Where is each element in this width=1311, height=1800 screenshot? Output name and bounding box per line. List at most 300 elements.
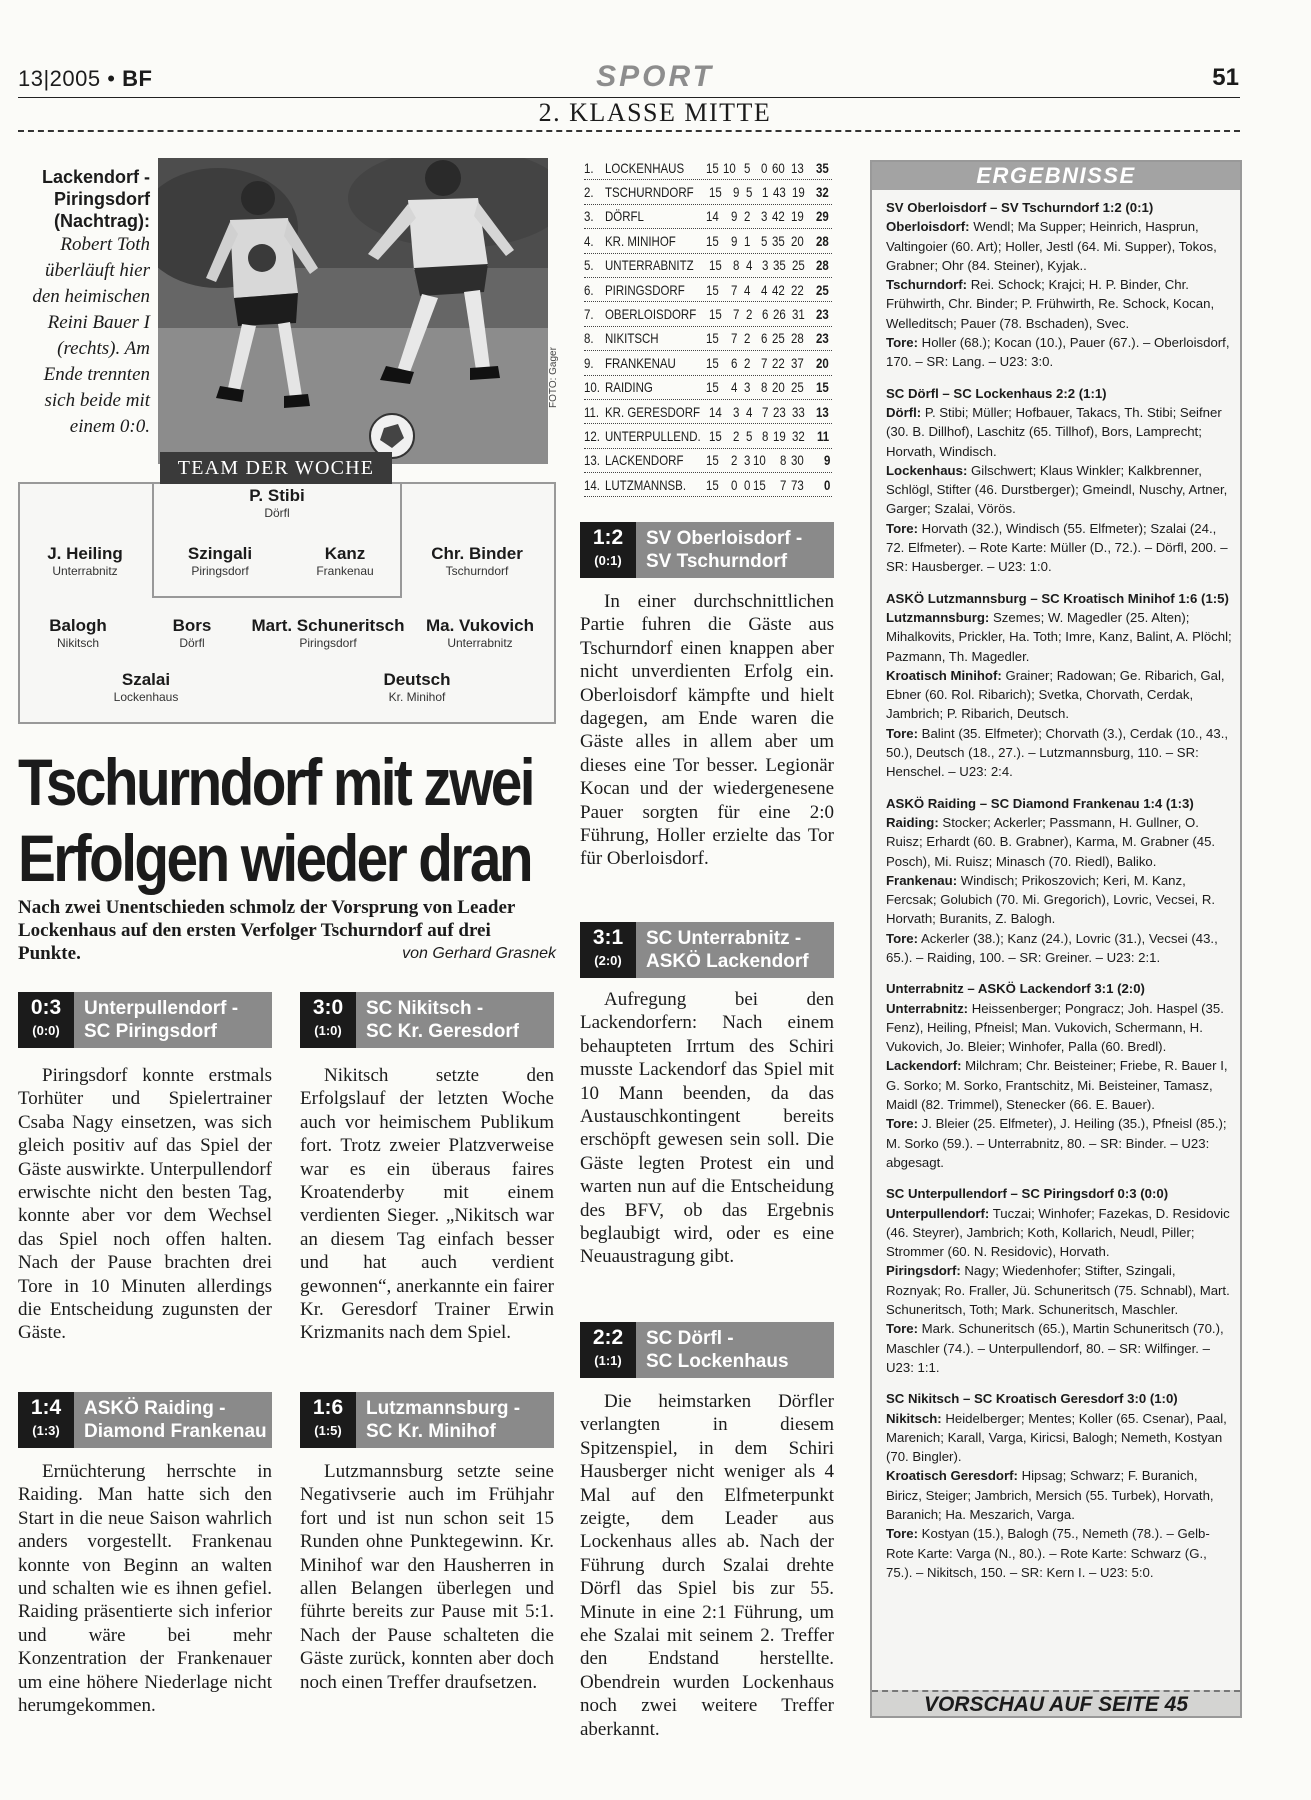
league-subheading: 2. KLASSE MITTE [538,98,772,127]
table-cell [584,452,605,468]
table-cell [605,282,705,298]
table-cell [725,306,741,322]
table-cell [738,330,752,346]
line-text: Heidelberger; Mentes; Koller (65. Csenar), Paal, Marenich; Karall, Varga, Kiricsi, Balogh; Nemeth, Kostyan (70. Bingler). [886,1410,1227,1465]
result-line [886,217,1232,275]
table-cell [788,452,807,468]
score-box [300,1392,356,1448]
results-title: ERGEBNISSE [872,162,1240,190]
table-cell [722,208,738,224]
player-name: P. Stibi [249,486,305,505]
cell-pos: 4. [584,232,594,249]
cell-pos: 14. [584,476,600,493]
dashed-rule [18,130,1240,132]
player-club: Piringsdorf [191,564,249,578]
cell-s: 9 [730,232,738,249]
result-line [886,999,1232,1057]
line-text: Wendl; Ma Supper; Heinrich, Hasprun, Valtingoier (60. Art); Holler, Jestl (64. Mi. Supper), Tokos, Grabner; Ohr (84. Steiner), Kyjak.. [886,219,1217,273]
cell-ta: 22 [791,281,805,298]
cell-pos: 1. [584,159,594,176]
player [26,544,144,579]
match-report [300,1460,554,1694]
cell-s: 8 [732,257,740,274]
cell-pts: 32 [816,184,830,201]
table-row [584,400,832,424]
cell-team: KR. MINIHOF [605,232,677,249]
table-cell [752,160,768,176]
result-title: SV Oberloisdorf – SV Tschurndorf 1:2 (0:1) [886,200,1154,215]
report-text: Die heimstarken Dörfler verlangten in diesem Spitzenspiel, in dem Schiri Hausberger nicht weniger als 4 Mal auf den Elfmeterpunkt zeigte, dem Leader aus Lockenhaus alles ab. Nach der Führung durch Szalai drehte Dörfl das Spiel bis zur 55. Minute in eine 2:1 Führung, um ehe Szalai mit seinem 2. Treffer den Endstand herstellte. Obendrein wurden Lockenhaus noch zwei weitere Treffer aberkannt. [580,1391,834,1740]
table-cell [706,160,722,176]
cell-sp: 14 [709,403,722,420]
result-line [886,929,1232,968]
player-club: Dörfl [179,636,205,650]
table-cell [738,208,752,224]
table-cell [706,282,722,298]
table-cell [770,404,789,420]
cell-ta: 31 [791,306,805,323]
result-line [886,461,1232,519]
table-cell [768,282,787,298]
table-cell [605,208,705,224]
line-text: Horvath (32.), Windisch (55. Elfmeter); Szalai (24., 72. Elfmeter). – Rote Karte: Müller (D., 72.). – Dörfl, 200. – SR: Hausberger. – U23: 1:0. [886,520,1228,575]
table-cell [738,282,752,298]
result-line [886,1261,1232,1319]
result-entry [886,794,1232,968]
cell-sp: 15 [706,354,720,371]
table-cell [584,282,605,298]
line-text: Milchram; Chr. Beisteiner; Friebe, R. Bauer I, G. Sorko; M. Sorko, Frantschitz, Mi. Beisteiner, Tamasz, Maidl (82. Trimmel), Stenecker (66. E. Bauer). [886,1058,1228,1113]
table-cell [770,428,789,444]
cell-team: UNTERPULLEND. [604,427,701,444]
cell-u: 3 [744,379,751,396]
table-row [584,278,832,302]
table-cell [754,257,770,273]
score-tag [300,1392,554,1448]
table-cell [722,355,738,371]
line-text: Mark. Schuneritsch (65.), Martin Schuneritsch (70.), Maschler (74.). – Unterpullendorf, 80. – SR: Wilfinger. – U23: 1:1. [886,1321,1224,1375]
line-label: Tore: [886,930,918,946]
cell-n: 6 [760,330,767,347]
table-cell [738,233,752,249]
table-cell [709,306,725,322]
player-club: Unterrabnitz [52,564,118,578]
score-tag [300,992,554,1048]
table-cell [807,355,832,371]
player [290,544,400,579]
score-box [580,522,636,578]
score-tag [18,992,272,1048]
cell-s: 10 [722,159,736,176]
table-cell [807,477,832,493]
page-number: 51 [1212,64,1239,91]
cell-team: UNTERRABNITZ [604,257,694,274]
table-row [584,229,832,253]
cell-team: LACKENDORF [605,452,684,469]
table-cell [754,306,770,322]
table-row [584,254,832,278]
table-cell [722,330,738,346]
result-title: ASKÖ Raiding – SC Diamond Frankenau 1:4 (1:3) [886,795,1194,811]
cell-n: 6 [762,306,769,323]
line-text: Hipsag; Schwarz; F. Buranich, Biricz, Steiger; Jambrich, Mersich (55. Turbek), Horvath, Baranich; Ha. Meszarich, Varga. [886,1468,1214,1522]
table-row [584,473,832,497]
player [152,616,232,651]
cell-tf: 60 [772,159,785,176]
cell-sp: 15 [709,257,722,274]
line-text: Balint (35. Elfmeter); Chorvath (3.), Cerdak (10., 43., 50.), Deutsch (18., 27.). – Lutzmannsburg, 110. – SR: Henschel. – U23: 2:4. [886,725,1229,780]
report-text: In einer durchschnittlichen Partie fuhren die Gäste aus Tschurndorf einen knappen aber nicht unverdienten Erfolg ein. Oberloisdorf kämpfte und hielt dagegen, am Ende waren die Gäste alles in allem aber um dieses eine Tor besser. Legionär Kocan und der wiedergenesene Pauer sorgten für eine 2:0 Führung, Holler erzielte das Tor für Oberloisdorf. [580,591,834,870]
table-cell [768,160,787,176]
cell-tf: 23 [773,403,786,420]
result-line [886,871,1232,929]
cell-u: 4 [746,403,753,420]
result-line [886,1114,1232,1172]
photo-caption-title: Lackendorf - Piringsdorf (Nachtrag): [41,167,150,231]
table-cell [584,257,605,273]
table-cell [605,306,709,322]
result-entry [886,1184,1232,1377]
article-headline [18,744,533,896]
table-cell [788,355,807,371]
team-2: ASKÖ Lackendorf [646,951,809,972]
table-cell [788,208,807,224]
match-report [300,1064,554,1345]
half-score: (1:0) [314,1023,342,1038]
table-cell [789,184,808,200]
result-line [886,403,1232,461]
table-row [584,449,832,473]
cell-pts: 0 [824,476,831,493]
cell-ta: 37 [791,354,805,371]
table-cell [738,355,752,371]
report-text: Aufregung bei den Lackendorfern: Nach einem behaupteten Irrtum des Schiri musste Lackendorf das Spiel mit 10 Mann beenden, da das Austauschkontingent bereits erschöpft gewesen sein soll. Die Gäste legten Protest ein und warten nun auf die Entscheidung des BFV, ob das Ergebnis beglaubigt wird, oder es eine Neuaustragung gibt. [580,989,834,1268]
team-2: Diamond Frankenau [84,1421,267,1442]
table-cell [807,208,832,224]
cell-sp: 15 [706,232,720,249]
photo-caption-text: Robert Toth überläuft hier den heimischen Reini Bauer I (rechts). Am Ende trennten sich beide mit einem 0:0. [32,234,150,437]
cell-ta: 30 [791,452,805,469]
cell-u: 2 [744,208,751,225]
table-row [584,205,832,229]
magazine-name: BF [122,66,153,91]
result-title: Unterrabnitz – ASKÖ Lackendorf 3:1 (2:0) [886,981,1145,997]
cell-team: RAIDING [605,379,654,396]
table-cell [605,477,705,493]
half-score: (0:1) [594,553,622,568]
half-score: (2:0) [594,953,622,968]
table-cell [808,306,832,322]
table-cell [709,257,725,273]
half-score: (1:3) [32,1423,60,1438]
cell-pts: 11 [817,427,830,444]
cell-tf: 19 [773,427,786,444]
table-cell [605,355,705,371]
table-cell [706,379,722,395]
preview-note: VORSCHAU AUF SEITE 45 [872,1690,1240,1716]
table-cell [770,184,789,200]
result-line [886,333,1232,372]
final-score: 3:1 [592,926,624,949]
player-name: Chr. Binder [431,544,523,563]
cell-s: 4 [730,379,738,396]
cell-pos: 10. [584,379,600,396]
cell-n: 3 [762,257,769,274]
bullet: • [107,66,116,91]
table-cell [706,452,722,468]
table-cell [706,330,722,346]
table-cell [808,428,832,444]
cell-pts: 28 [816,232,830,249]
table-cell [807,233,832,249]
table-cell [752,330,768,346]
cell-team: OBERLOISDORF [604,306,696,323]
cell-tf: 35 [773,257,786,274]
table-cell [605,428,709,444]
table-cell [706,355,722,371]
cell-u: 1 [744,232,751,249]
table-cell [754,404,770,420]
cell-s: 2 [730,452,738,469]
player-club: Tschurndorf [445,564,509,578]
score-box [18,1392,74,1448]
table-cell [788,282,807,298]
report-text: Ernüchterung herrschte in Raiding. Man hatte sich den Start in die neue Saison wahrlich anders vorgestellt. Frankenau konnte von Beginn an walten und schalten wie es ihnen gefiel. Raiding präsentierte sich inferior und wäre bei mehr Konzentration der Frankenauer um eine höhere Niederlage nicht herumgekommen. [18,1461,272,1717]
match-report [18,1460,272,1717]
table-cell [807,282,832,298]
score-box [300,992,356,1048]
player-name: Deutsch [383,670,451,689]
player-club: Nikitsch [56,636,99,650]
section-title: SPORT [596,60,714,93]
table-cell [788,160,807,176]
table-cell [768,355,787,371]
result-line [886,1524,1232,1582]
cell-tf: 20 [772,379,785,396]
cell-team: FRANKENAU [605,354,677,371]
table-cell [752,282,768,298]
table-cell [584,306,605,322]
line-label: Tschurndorf: [886,277,968,293]
cell-s: 7 [730,330,738,347]
cell-pts: 23 [816,306,830,323]
table-cell [752,379,768,395]
cell-pos: 13. [584,452,600,469]
cell-team: NIKITSCH [605,330,659,347]
result-line [886,1409,1232,1467]
cell-pts: 29 [816,208,830,225]
line-label: Dörfl: [886,404,922,420]
cell-pos: 5. [584,257,594,274]
player-club: Frankenau [316,564,374,578]
cell-tf: 25 [772,330,785,347]
article-lead [18,896,558,965]
issue-info [18,66,152,92]
line-label: Kroatisch Minihof: [886,667,1002,683]
table-cell [752,233,768,249]
table-cell [605,404,709,420]
player [244,616,412,651]
cell-s: 3 [732,403,740,420]
player-goalkeeper [232,486,322,521]
line-label: Tore: [886,725,918,741]
results-list [886,198,1232,1594]
cell-n: 3 [760,208,767,225]
table-cell [770,306,789,322]
cell-pts: 9 [824,452,831,469]
table-cell [605,184,709,200]
result-title: SC Unterpullendorf – SC Piringsdorf 0:3 (0:0) [886,1186,1169,1202]
table-cell [741,184,754,200]
result-line [886,666,1232,724]
cell-sp: 15 [706,281,720,298]
cell-pts: 28 [816,257,830,274]
line-text: Holler (68.); Kocan (10.), Pauer (67.). – Oberloisdorf, 170. – SR: Lang. – U23: 3:0. [886,335,1230,370]
cell-u: 2 [746,306,753,323]
team-2: SC Piringsdorf [84,1021,218,1042]
player-name: J. Heiling [47,544,123,563]
cell-ta: 33 [791,403,805,420]
table-cell [788,233,807,249]
cell-u: 5 [746,184,753,201]
result-line [886,1056,1232,1114]
table-row [584,180,832,204]
cell-team: LOCKENHAUS [605,159,685,176]
cell-n: 10 [752,452,766,469]
lead-text: Nach zwei Unentschieden schmolz der Vorsprung von Leader Lockenhaus auf den ersten Verfolger Tschurndorf auf drei Punkte. [18,897,516,964]
line-label: Tore: [886,1116,918,1132]
line-label: Lackendorf: [886,1058,962,1074]
player-name: Szalai [121,670,171,689]
result-entry [886,384,1232,577]
cell-tf: 26 [773,306,786,323]
table-cell [584,404,605,420]
cell-tf: 8 [779,452,787,469]
player-name: Kanz [324,544,366,563]
cell-s: 2 [732,427,740,444]
player [412,616,548,651]
final-score: 1:2 [592,526,624,549]
table-cell [584,428,605,444]
table-cell [706,208,722,224]
score-tag [580,522,834,578]
table-cell [725,184,741,200]
table-row [584,424,832,448]
cell-sp: 15 [709,306,722,323]
table-cell [706,233,722,249]
cell-n: 0 [760,159,767,176]
cell-ta: 20 [791,232,805,249]
result-entry [886,589,1232,782]
player-name: Balogh [49,616,107,635]
table-cell [722,282,738,298]
cell-team: LUTZMANNSB. [605,476,687,493]
cell-pos: 2. [584,184,594,201]
table-cell [709,404,725,420]
team-1: Lutzmannsburg - [366,1398,521,1419]
table-cell [807,452,832,468]
table-cell [752,452,768,468]
footballers-illustration [158,158,548,464]
table-cell [605,257,709,273]
line-text: J. Bleier (25. Elfmeter), J. Heiling (35.), Pfneisl (85.); M. Sorko (59.). – Unterrabnitz, 80. – SR: Binder. – U23: abgesagt. [886,1116,1227,1170]
cell-s: 9 [732,184,740,201]
cell-ta: 19 [791,184,805,201]
table-cell [768,452,787,468]
cell-pts: 13 [816,403,830,420]
table-row [584,351,832,375]
result-line [886,724,1232,782]
cell-n: 15 [752,476,766,493]
player [372,670,462,705]
final-score: 0:3 [30,996,62,1019]
table-cell [752,355,768,371]
result-entry [886,1389,1232,1582]
table-cell [605,452,705,468]
player-name: Szingali [187,544,253,563]
line-label: Kroatisch Geresdorf: [886,1468,1018,1484]
cell-n: 4 [760,281,767,298]
result-title: SC Dörfl – SC Lockenhaus 2:2 (1:1) [886,385,1107,401]
result-line [886,275,1232,333]
table-cell [725,257,741,273]
table-cell [807,330,832,346]
table-row [584,302,832,326]
table-row [584,376,832,400]
cell-pts: 35 [816,159,830,176]
table-cell [584,477,605,493]
result-line [886,519,1232,577]
line-label: Oberloisdorf: [886,219,970,235]
table-cell [789,404,808,420]
cell-pos: 12. [584,427,600,444]
table-cell [584,160,605,176]
cell-sp: 15 [706,379,720,396]
team-1: SC Dörfl - [646,1328,734,1349]
line-label: Frankenau: [886,872,958,888]
cell-pos: 9. [584,354,594,371]
cell-tf: 42 [772,281,785,298]
line-label: Piringsdorf: [886,1263,961,1279]
match-report [580,590,834,871]
byline: von Gerhard Grasnek [402,945,556,962]
report-text: Lutzmannsburg setzte seine Negativserie auch im Frühjahr fort und ist nun schon seit 15 Runden ohne Punktegewinn. Kr. Minihof war den Hausherren in allen Belangen überlegen und führte bereits zur Pause mit 5:1. Nach der Pause schalteten die Gäste zurück, konnten aber doch noch einen Treffer draufsetzen. [300,1461,554,1693]
table-cell [738,379,752,395]
result-line [886,1319,1232,1377]
table-cell [722,233,738,249]
team-2: SC Kr. Geresdorf [366,1021,520,1042]
player-club: Lockenhaus [113,690,179,704]
table-cell [808,404,832,420]
cell-u: 5 [744,159,751,176]
result-entry [886,979,1232,1172]
cell-u: 3 [744,452,751,469]
cell-team: PIRINGSDORF [605,281,685,298]
headline-line-1: Tschurndorf mit zwei [18,745,533,819]
cell-n: 7 [762,403,769,420]
table-cell [752,208,768,224]
line-text: Grainer; Radowan; Ge. Ribarich, Gal, Ebner (60. Rol. Ribarich); Svetka, Chorvath, Cerdak, Jambrich; P. Ribarich, Deutsch. [886,667,1225,722]
table-cell [584,184,605,200]
score-tag [580,922,834,978]
line-label: Nikitsch: [886,1410,942,1426]
table-cell [722,379,738,395]
table-cell [725,404,741,420]
team-of-week-title: TEAM DER WOCHE [160,452,392,484]
player-name: Mart. Schuneritsch [251,616,405,635]
result-line [886,608,1232,666]
final-score: 1:6 [312,1396,344,1419]
